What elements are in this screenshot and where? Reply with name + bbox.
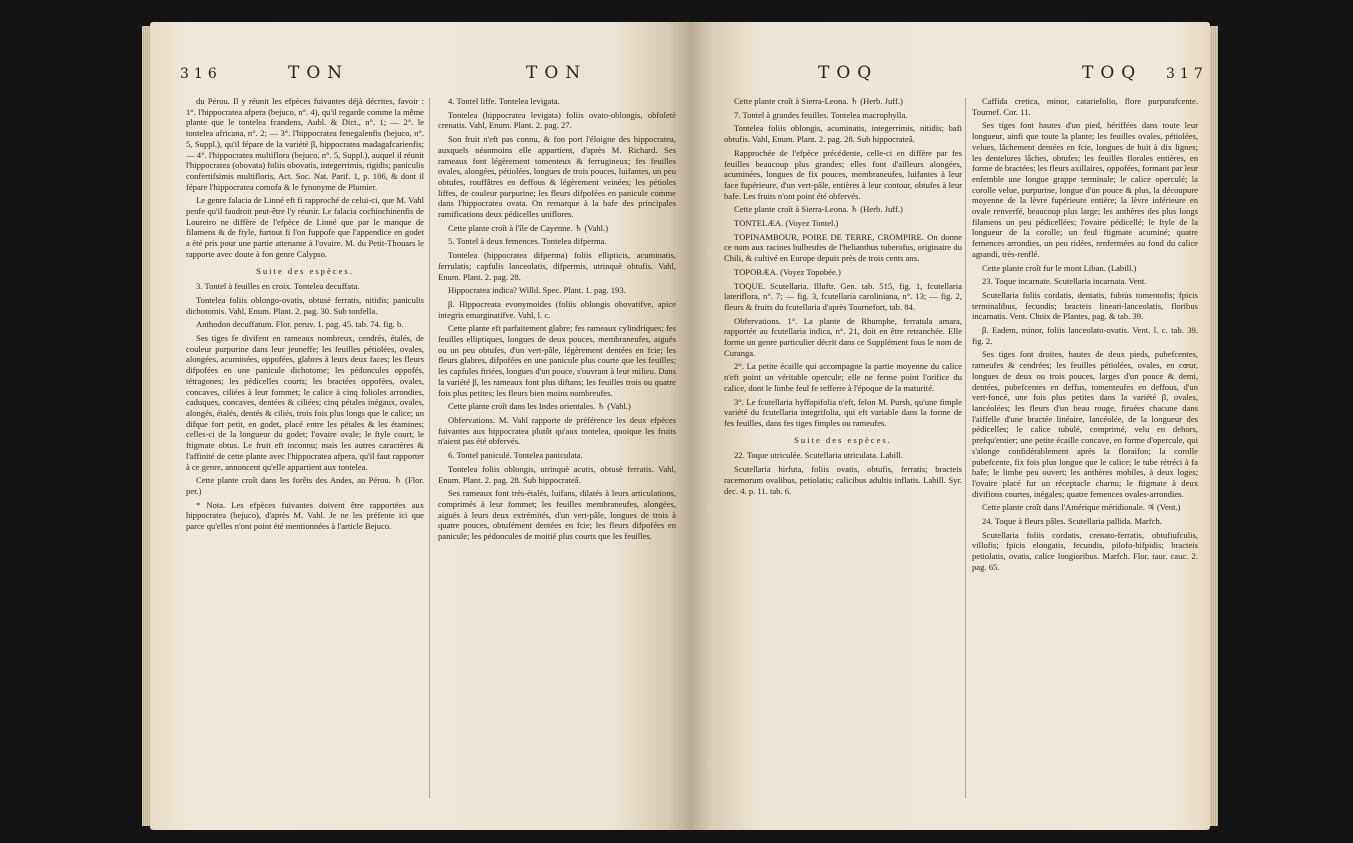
paragraph: Suite des espèces. xyxy=(256,265,354,276)
paragraph: Tontelea foliis oblongo-ovatis, obtusè ferratis, nitidis; paniculis dichotomis. Vahl, Enum. Plant. 2. pag. 30. Sub tonfella. xyxy=(186,294,424,316)
paragraph: Cette plante croît à Sierra-Leona. ♄ (Herb. Juff.) xyxy=(734,96,903,106)
paragraph: 5. Tontel à deux femences. Tontelea difperma. xyxy=(448,236,607,247)
left-column-1 xyxy=(186,96,424,818)
paragraph: 2°. La petite écaille qui accompagne la partie moyenne du calice n'eft point un véritable opercule; elle ne ferme point l'orifice du calice, dont le limbe feul fe refferre à l'époque de la maturité. xyxy=(724,361,962,393)
paragraph: Caffida cretica, minor, catariefolio, flore purpurafcente. Tournef. Cor. 11. xyxy=(972,96,1198,117)
left-column-2 xyxy=(438,96,676,818)
paragraph: Scutellaria foliis cordatis, dentatis, fubtùs tomentofis; fpicis terminalibus, fecundis; bracteis lineari-lanceolatis, floribus incarnatis. Vent. Choix de Plantes, pag. & tab. 39. xyxy=(972,289,1198,322)
paragraph: Ses tiges font droites, hautes de deux pieds, pubefcentes, rameufes & cendrées; les feuilles pétiolées, ovales, en cœur, longues de deux ou trois pouces, larges d'un pouce & demi, dentées, pubefcentes en deffus, tomenteufes en deffous, d'un vert-foncé, une fois plus petites dans la variété β, ovales, lancéolées; les fleurs d'un beau rouge, firuées chacune dans l'aiffelle d'une bractée linéaire, lancéolée, de la longueur des pédicelles; le calice tubulé, comprimé, velu en dehors, prefqu'entier; une petite écaille concave, en forme d'opercule, qui s'alonge confidérablement après la floraifon; la corolle pubefcente, fix fois plus longue que le calice; le tube rétréci à fa bafe; le limbe peu ouvert; les anthères mobiles, à deux loges; l'ovaire placé fur un réceptacle charnu; le ftigmate à deux divifions courtes, inégales; quatre femences ovales-arrondies. xyxy=(972,349,1198,499)
paragraph: Ses tiges fe divifent en rameaux nombreux, cendrés, étalés, de couleur purpurine dans leur jeuneffe; les feuilles pétiolées, ovales, alongées, acuminées, oppofées, glabres à leurs deux faces; les fleurs difpofées en une panicule dichotome; les pédoncules oppofés, tétragones; les pédicelles courts; les bractées oppofées, ovales, concaves, ciliées à leur fommet; le calice à cinq folioles arrondies, caduques, concaves, dentées & ciliées; cinq pétales inégaux, ovales, alongés, étalés, dentés & ciliés, trois fois plus longs que le calice; un difque fort petit, en godet, placé entre les pétales & les étamines; celles-ci de la longueur du godet; l'ovaire ovale; le ftyle court; le ftigmate obtus. Le fruit eft inconnu; mais les autres caractères & l'affinité de cette plante avec l'hippocratea afpera, qu'il faut rapporter à ce genre, annoncent qu'elle appartient aux tontelea. xyxy=(186,333,424,472)
paragraph: Son fruit n'eft pas connu, & fon port l'éloigne des hippocratea, auxquels néanmoins elle appartient, d'après M. Richard. Ses rameaux font légèrement tomenteux & ferrugineux; fes feuilles ovales, alongées, pétiolées, longues de trois pouces, luifantes, un peu obtufes, rouffâtres en deffous & légèrement veinées; les pétioles liffes, de couleur purpurine; les fleurs difpofées en panicule comme dans l'hippocratea ovata. On remarque à la bafe des principales ramifications deux pédicelles uniflores. xyxy=(438,134,676,220)
paragraph: Hippocratea indica? Willd. Spec. Plant. 1. pag. 193. xyxy=(448,285,626,296)
paragraph: TONTELÆA. (Voyez Tontel.) xyxy=(734,218,839,229)
paragraph: TOPOBÆA. (Voyez Topobée.) xyxy=(734,266,841,277)
paragraph: 22. Toque utriculée. Scutellaria utriculata. Labill. xyxy=(734,450,903,461)
paragraph: Cette plante croît dans l'Amérique méridionale. ♃ (Vent.) xyxy=(982,502,1181,513)
paragraph: Cette plante croît dans les Indes orientales. ♄ (Vahl.) xyxy=(448,401,631,412)
right-page xyxy=(690,22,1210,830)
paragraph: Ses tiges font hautes d'un pied, hériffées dans toute leur longueur, ainfi que toute la plante; les feuilles ovales, pétiolées, velues, lâchement dentées en fcie, longues de huit à dix lignes; les dentelures lâches, obtufes; les feuilles florales entières, en forme de bractées; les fleurs axillaires, oppofées, formant par leur enfemble une longue grappe terminale; le calice operculé; la corolle velue, purpurine, longue d'un pouce & plus, la découpure moyenne de la lèvre fupérieure entière; la lèvre inférieure en ovale renverfé, beaucoup plus large; les anthères des plus longs filamens un peu pédicellées; l'ovaire pédicellé; le ftyle de la longueur de la corolle; un feul ftigmate acuminé; quatre femences arrondies, un peu ridées, renfermées au fond du calice agrandi, très-renflé. xyxy=(972,120,1198,259)
left-column-divider xyxy=(429,98,430,798)
right-page-edge xyxy=(1210,26,1218,826)
paragraph: β. Hippocreata evonymoides (foliis oblongis obovatifve, apice integris emarginatifve. Vahl, l. c. xyxy=(438,298,676,320)
paragraph: 7. Tontel à grandes feuilles. Tontelea macrophylla. xyxy=(734,109,908,120)
paragraph: TOQUE. Scutellaria. Illuftr. Gen. tab. 515, fig. 1, fcutellaria lateriflora, n°. 7; — fig. 3, fcutellaria caroliniana, n°. 13; — fig. 2, fleurs & fruits du fcutellaria d'après Tournefort, tab. 84. xyxy=(724,280,962,312)
right-page-number: 317 xyxy=(1166,66,1208,82)
paragraph: Tontelea foliis oblongis, acuminatis, integerrimis, nitidis; bafi obtufis. Vahl, Enum. Plant. 2. pag. 28. Sub hippocrateâ. xyxy=(724,123,962,145)
right-column-divider xyxy=(965,98,966,798)
paragraph: 23. Toque incarnate. Scutellaria incarnata. Vent. xyxy=(982,276,1147,287)
paragraph: Suite des espèces. xyxy=(794,434,892,445)
paragraph: 24. Toque à fleurs pâles. Scutellaria pallida. Marfch. xyxy=(982,516,1162,527)
paragraph: Cette plante eft parfaitement glabre; fes rameaux cylindriques; fes feuilles elliptiques, longues de deux pouces, membraneufes, aiguës ou un peu obtufes, d'un vert-pâle, légèrement dentées en fcie; les fleurs glabres, difpofées en une panicule plus courte que les feuilles; les capfules ftriées, longues d'un pouce, s'ouvrant à leur milieu. Dans la variété β, les rameaux font plus diftans; les feuilles trois ou quatre fois plus petites; les fleurs bien moins nombreufes. xyxy=(438,323,676,398)
left-running-head-2: TON xyxy=(526,63,588,83)
paragraph: Ses rameaux font très-étalés, luifans, dilatés à leurs articulations, comprimés à leur fommet; les feuilles membraneufes, alongées, aiguës à leurs deux extrémités, d'un vert-pâle, longues de trois à quatre pouces, obtufément dentées en fcie; les fleurs difpofées en panicule; les pédoncules de moitié plus courts que les feuilles. xyxy=(438,488,676,542)
paragraph: Rapprochée de l'efpèce précédente, celle-ci en diffère par fes feuilles beaucoup plus grandes; elles font d'ailleurs alongées, acuminées, longues de fix pouces, membraneufes, luifantes à leur face fupérieure, d'un vert-pâle, entières à leur contour, obtufes à leur bafe. Les fruits n'ont point été obfervés. xyxy=(724,147,962,201)
paragraph: TOPINAMBOUR, POIRE DE TERRE, CROMPIRE. On donne ce nom aux racines bulbeufes de l'helianthus tuberofus, originaire du Chili, & cultivé en Europe depuis près de trois cents ans. xyxy=(724,231,962,264)
right-column-2 xyxy=(972,96,1198,818)
paragraph: Scutellaria hirfuta, foliis ovatis, obtufis, ferratis; bracteis racemorum ovalibus, petiolatis; calicibus adultis inflatis. Labill. Syr. dec. 4. p. 11. tab. 6. xyxy=(724,464,962,496)
paragraph: du Pérou. Il y réunit les efpèces fuivantes déjà décrites, favoir : 1°. l'hippocratea afpera (bejuco, n°. 4), qu'il regarde comme la même plante que le tontelea fcandens, Aubl. & Dict., n°. 1; — 2°. le tontelea africana, n°. 2; — 3°. l'hippocratea fenegalenfis (bejuco, n°. 5, Suppl.), qu'il fépare de la variété β, hippocratea madagafcarienfis; — 4°. l'hippocratea multiflora (bejuco, n°. 5, Suppl.), auquel il réunit l'hippocratea (obovata) foliis obovatis, integerrimis, rigidis; paniculis confertifsimis multifloris, Act. Soc. Nat. Parif. 1, p. 106, & dont il fépare l'hippocratea comofa & le fynonyme de Plumier. xyxy=(186,96,424,192)
paragraph: Obfervations. M. Vahl rapporte de préférence les deux efpèces fuivantes aux hippocratea plutôt qu'aux tontelea, quoique les fruits n'aient pas été obfervés. xyxy=(438,414,676,447)
left-page xyxy=(150,22,690,830)
paragraph: Le genre falacia de Linné eft fi rapproché de celui-ci, que M. Vahl penfe qu'il faudroit peut-être l'y réunir. Le falacia cochinchinenfis de Loureiro ne diffère de l'efpèce de Linné que par le manque de filamens & de ftyle, furtout fi l'on fuppofe que l'appendice en godet a été pris pour une partie attenante à l'ovaire. M. du Petit-Thouars le rapporte avec doute à fon genre Calypso. xyxy=(186,195,424,259)
paragraph: Anthodon decuffatum. Flor. peruv. 1. pag. 45. tab. 74. fig. b. xyxy=(196,319,404,330)
paragraph: 6. Tontel paniculé. Tontelea paniculata. xyxy=(448,450,583,461)
paragraph: β. Eadem, minor, foliis lanceolato-ovatis. Vent. l. c. tab. 39. fig. 2. xyxy=(972,325,1198,346)
right-running-head-2: TOQ xyxy=(1082,63,1143,83)
paragraph: 3. Tontel à feuilles en croix. Tontelea decuffata. xyxy=(196,281,360,292)
paragraph: Scutellaria foliis cordatis, crenato-ferratis, obtufiufculis, villofis; fpicis elongatis, fecundis, pilofo-hifpidis; bracteis petiolatis, ovatis, calice longioribus. Marfch. Flor. taur. cauc. 2. pag. 65. xyxy=(972,529,1198,572)
paragraph: Tontelea (hippocratea levigata) foliis ovato-oblongis, obfoletè crenatis. Vahl, Enum. Plant. 2. pag. 27. xyxy=(438,109,676,131)
right-column-1 xyxy=(724,96,962,818)
paragraph: Cette plante croît à l'île de Cayenne. ♄ (Vahl.) xyxy=(448,222,609,233)
paragraph: Cette plante croît à Sierra-Leona. ♄ (Herb. Juff.) xyxy=(734,204,903,215)
paragraph: Cette plante croît fur le mont Liban. (Labill.) xyxy=(982,262,1137,273)
paragraph: Tontelea foliis oblongis, utrinquè acutis, obtusè ferratis. Vahl, Enum. Plant. 2. pag. 28. Sub hippocrateâ. xyxy=(438,463,676,485)
left-page-edge xyxy=(142,26,150,826)
left-running-head-1: TON xyxy=(288,63,350,83)
paragraph: Tontelea (hippocratea difperma) foliis ellipticis, acuminatis, ferrulatis; capfulis lanceolatis, difpermis, utrinquè obtufis. Vahl, Enum. Plant. 2. pag. 28. xyxy=(438,250,676,282)
paragraph: * Nota. Les efpèces fuivantes doivent être rapportées aux hippocratea (bejuco), d'après M. Vahl. Je ne les préfente ici que parce qu'elles n'ont point été mentionnées à l'article Bejuco. xyxy=(186,499,424,532)
paragraph: Cette plante croît dans les forêts des Andes, au Pérou. ♄ (Flor. per.) xyxy=(186,475,424,496)
right-running-head-1: TOQ xyxy=(818,63,879,83)
paragraph: 4. Tontel liffe. Tontelea levigata. xyxy=(448,96,560,106)
left-page-number: 316 xyxy=(180,66,222,82)
paragraph: 3°. Le fcutellaria hyffopifolia n'eft, felon M. Pursh, qu'une fimple variété du fcutellaria integrifolia, qui eft variable dans la forme de fes feuilles, dans fes tiges fimples ou rameufes. xyxy=(724,396,962,428)
paragraph: Obfervations. 1°. La plante de Rhumphe, ferratula amara, rapportée au fcutellaria indica, n°. 21, doit en être retranchée. Elle forme un genre particulier décrit dans ce Supplément fous le nom de Curanga. xyxy=(724,315,962,358)
